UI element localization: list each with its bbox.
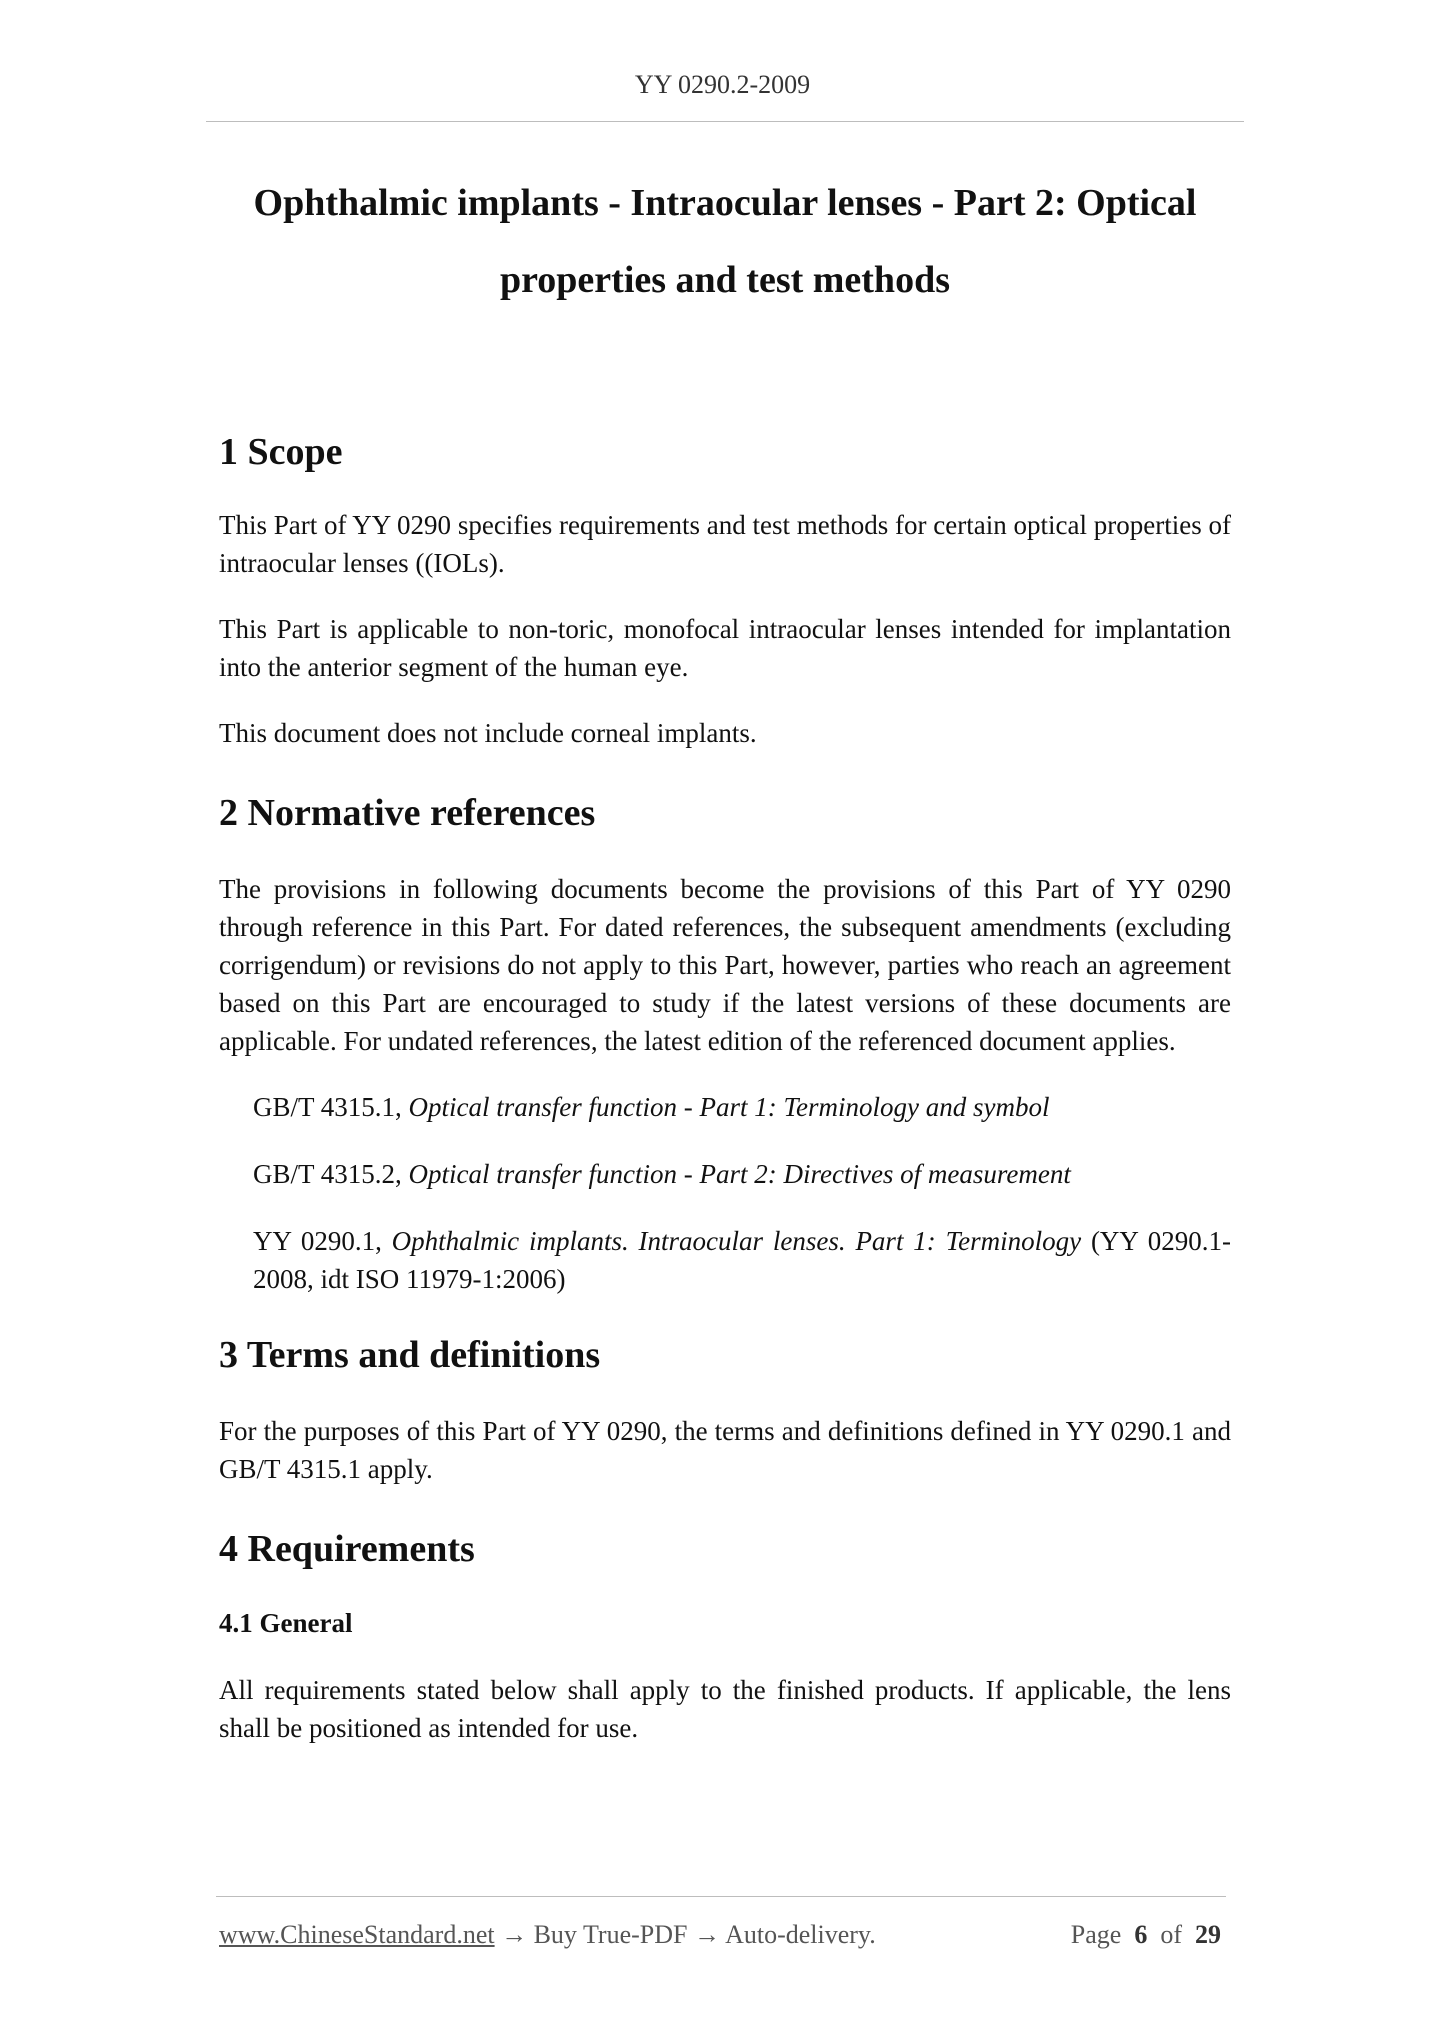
total-page-count: 29 (1195, 1920, 1221, 1949)
of-label: of (1160, 1920, 1182, 1949)
section-heading-normative-references: 2 Normative references (219, 792, 596, 834)
section-heading-requirements: 4 Requirements (219, 1528, 475, 1570)
title-line-1: Ophthalmic implants - Intraocular lenses - Part 2: Optical (253, 182, 1197, 224)
header-document-id: YY 0290.2-2009 (634, 70, 811, 99)
scope-paragraph-3: This document does not include corneal implants. (219, 718, 757, 748)
document-title (206, 165, 1244, 319)
terms-paragraph: For the purposes of this Part of YY 0290, the terms and definitions defined in YY 0290.1 and GB/T 4315.1 apply. (219, 1416, 1231, 1484)
title-line-2: properties and test methods (499, 259, 950, 301)
page-footer (219, 1918, 1229, 1952)
reference-item (253, 1222, 1231, 1298)
current-page-number: 6 (1134, 1920, 1148, 1949)
reference-code: GB/T 4315.1, (253, 1092, 409, 1122)
reference-title: Optical transfer function - Part 1: Terminology and symbol (408, 1092, 1050, 1122)
reference-item (253, 1155, 1231, 1193)
subsection-heading-general: 4.1 General (219, 1608, 353, 1638)
buy-true-pdf-text: Buy True-PDF (533, 1920, 688, 1949)
page-indicator (1071, 1918, 1221, 1952)
website-link[interactable]: www.ChineseStandard.net (219, 1920, 495, 1949)
arrow-icon: → (694, 1920, 720, 1949)
scope-paragraph-1: This Part of YY 0290 specifies requirements and test methods for certain optical properties of intraocular lenses ((IOLs). (219, 510, 1231, 578)
reference-title: Ophthalmic implants. Intraocular lenses. Part 1: Terminology (391, 1226, 1082, 1256)
section-heading-scope: 1 Scope (219, 431, 343, 473)
general-paragraph: All requirements stated below shall apply to the finished products. If applicable, the lens shall be positioned as intended for use. (219, 1675, 1231, 1743)
section-heading-terms: 3 Terms and definitions (219, 1334, 601, 1376)
reference-title: Optical transfer function - Part 2: Directives of measurement (408, 1159, 1071, 1189)
page-label: Page (1070, 1920, 1122, 1949)
reference-code: GB/T 4315.2, (253, 1159, 409, 1189)
auto-delivery-text: Auto-delivery. (725, 1920, 876, 1949)
normative-paragraph: The provisions in following documents become the provisions of this Part of YY 0290 through reference in this Part. For dated references, the subsequent amendments (excluding corrigendum) or revisions do not apply to this Part, however, parties who reach an agreement based on this Part are encouraged to study if the latest versions of these documents are applicable. For undated references, the latest edition of the referenced document applies. (219, 874, 1231, 1056)
arrow-icon: → (501, 1920, 528, 1949)
document-body (219, 426, 1231, 1747)
header-divider (206, 121, 1244, 122)
footer-divider (216, 1896, 1226, 1897)
scope-paragraph-2: This Part is applicable to non-toric, monofocal intraocular lenses intended for implantation into the anterior segment of the human eye. (219, 614, 1231, 682)
reference-code: YY 0290.1, (253, 1226, 392, 1256)
reference-item (253, 1088, 1231, 1126)
reference-suffix: (YY 0290.1-2008, idt ISO 11979-1:2006) (253, 1226, 1231, 1294)
